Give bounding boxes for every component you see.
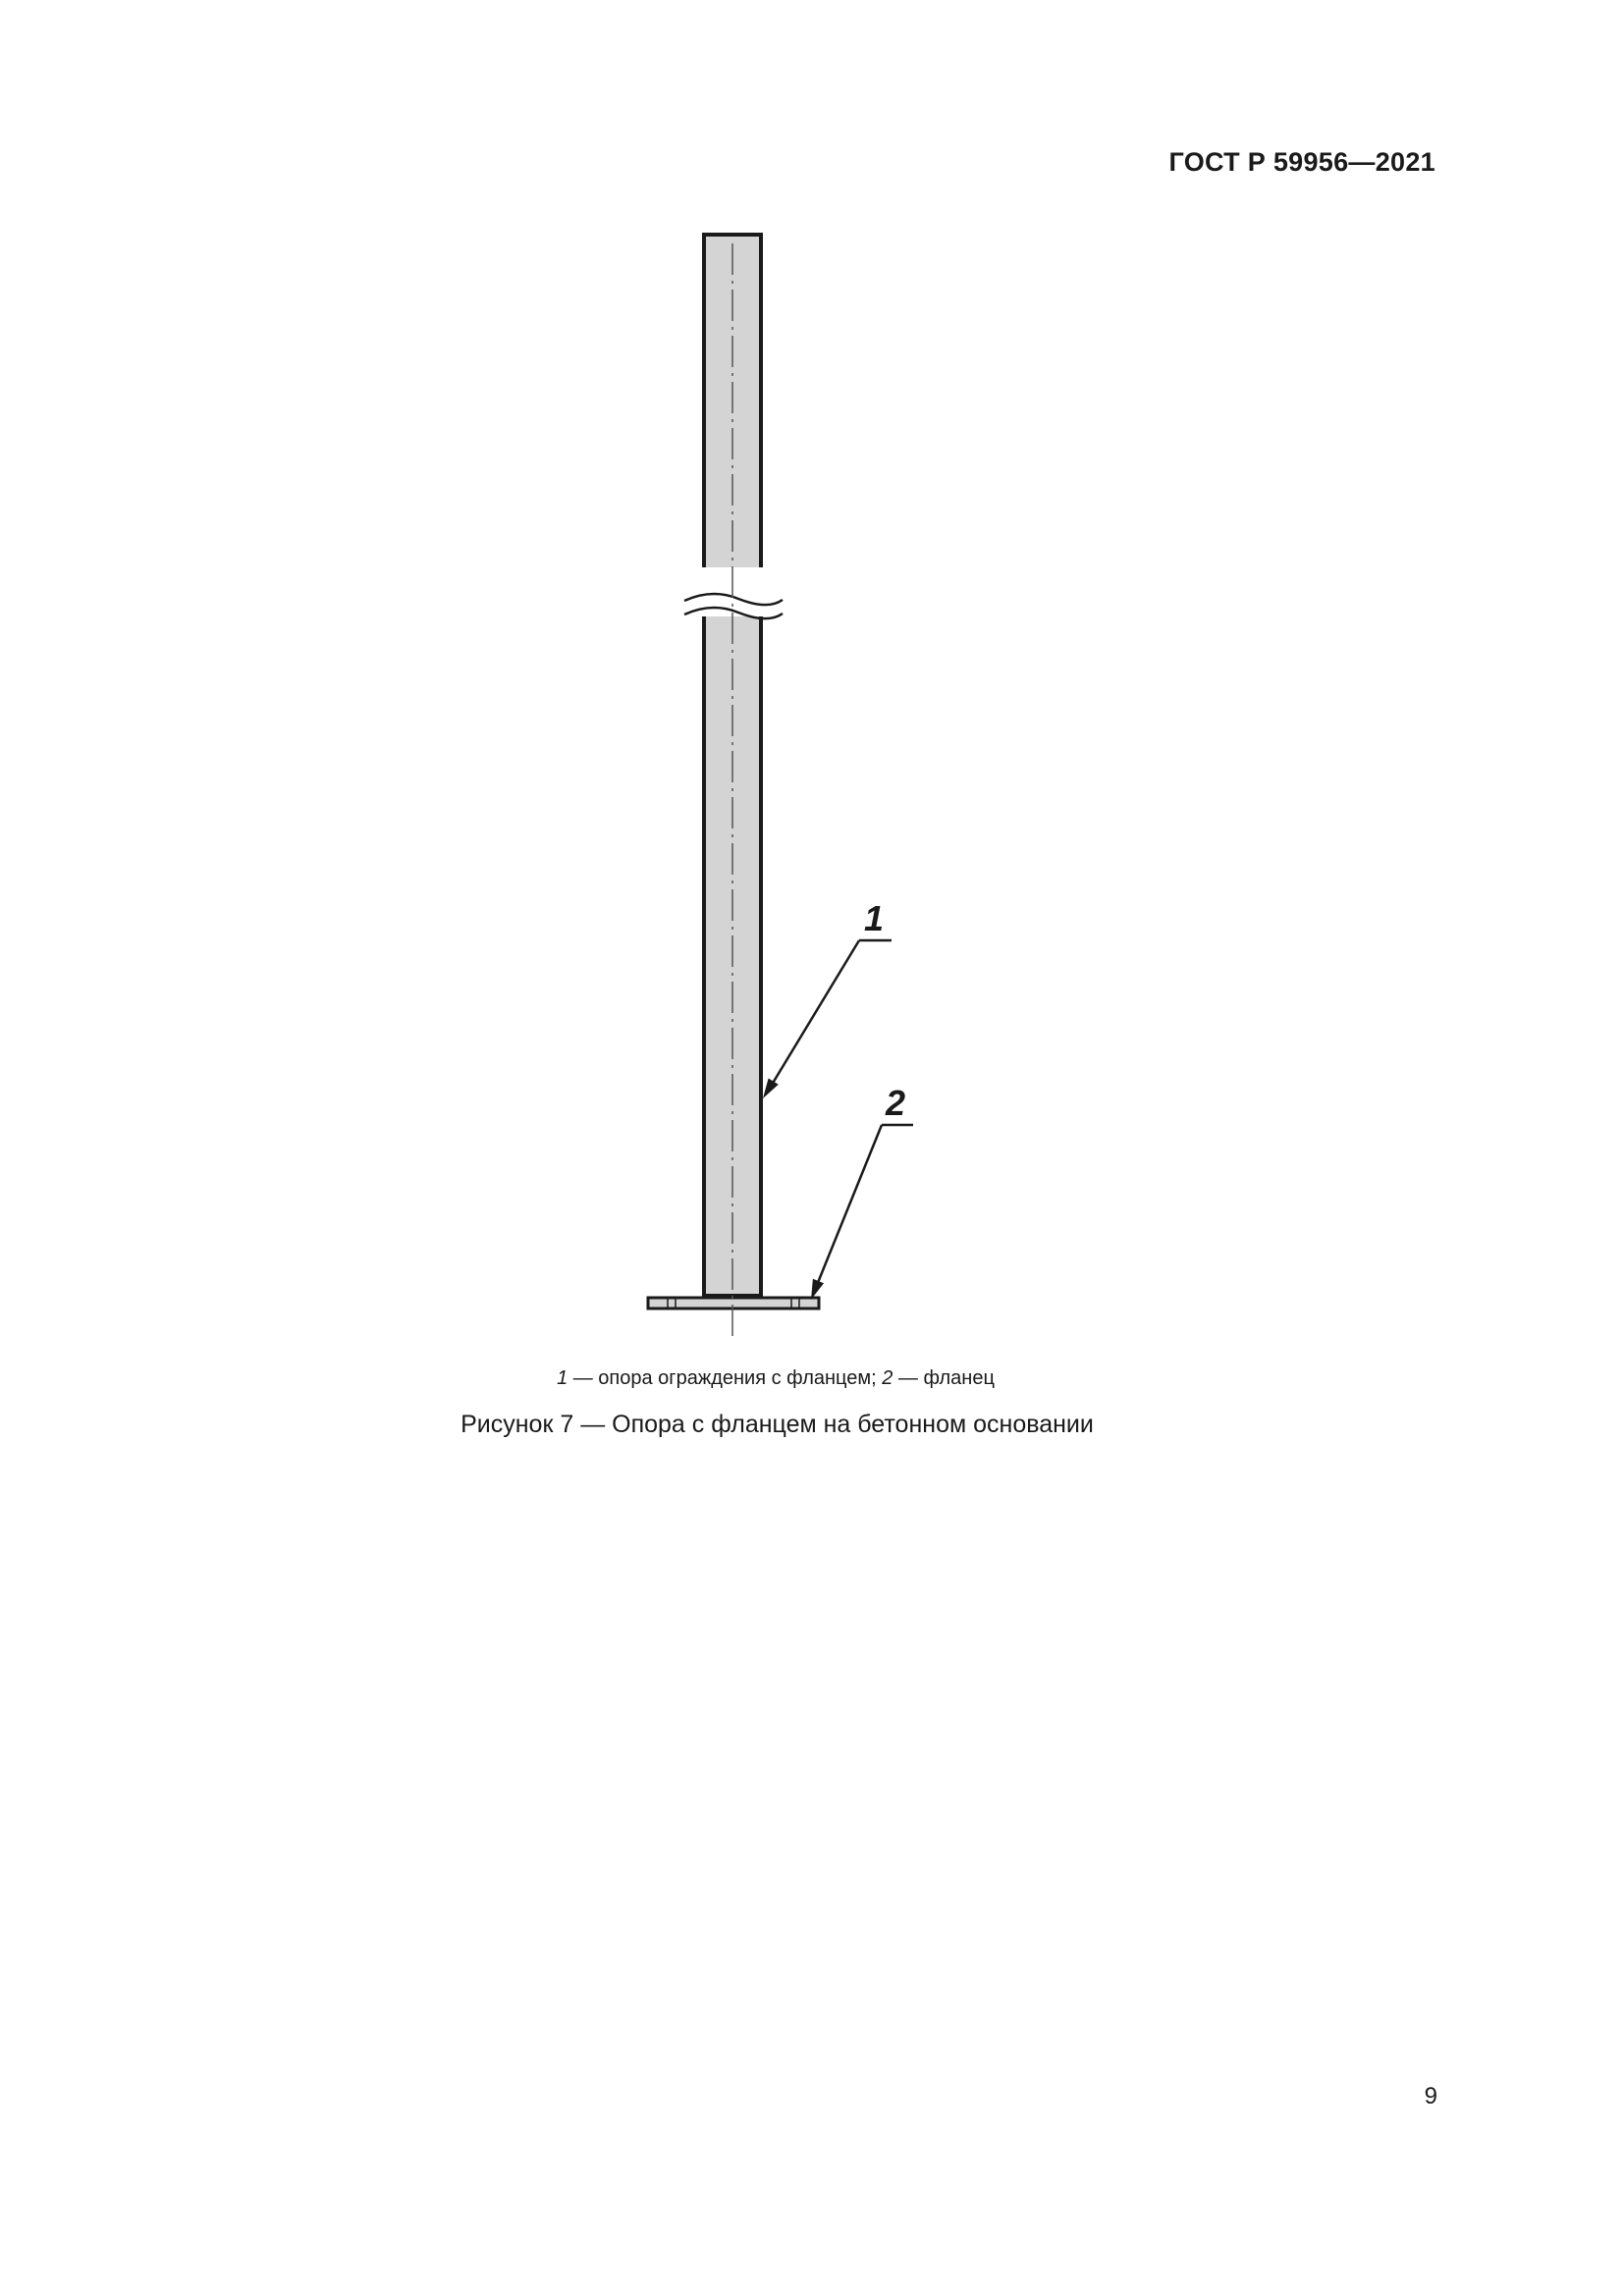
callout-1-number: 1 (864, 898, 885, 938)
page-number: 9 (1424, 2083, 1437, 2109)
legend-item-1-text: — опора ограждения с фланцем; (568, 1367, 883, 1389)
callout-2 (811, 1083, 913, 1300)
flange (648, 1298, 819, 1308)
standard-header: ГОСТ Р 59956—2021 (1168, 147, 1435, 177)
break-line (681, 567, 785, 618)
legend-item-1-number: 1 (557, 1367, 568, 1389)
legend-item-2-text: — фланец (893, 1367, 995, 1389)
callout-1 (763, 898, 892, 1098)
callout-2-number: 2 (886, 1083, 906, 1123)
figure-legend (0, 1367, 1551, 1390)
figure-caption: Рисунок 7 — Опора с фланцем на бетонном основании (460, 1411, 1094, 1438)
legend-item-2-number: 2 (882, 1367, 893, 1389)
